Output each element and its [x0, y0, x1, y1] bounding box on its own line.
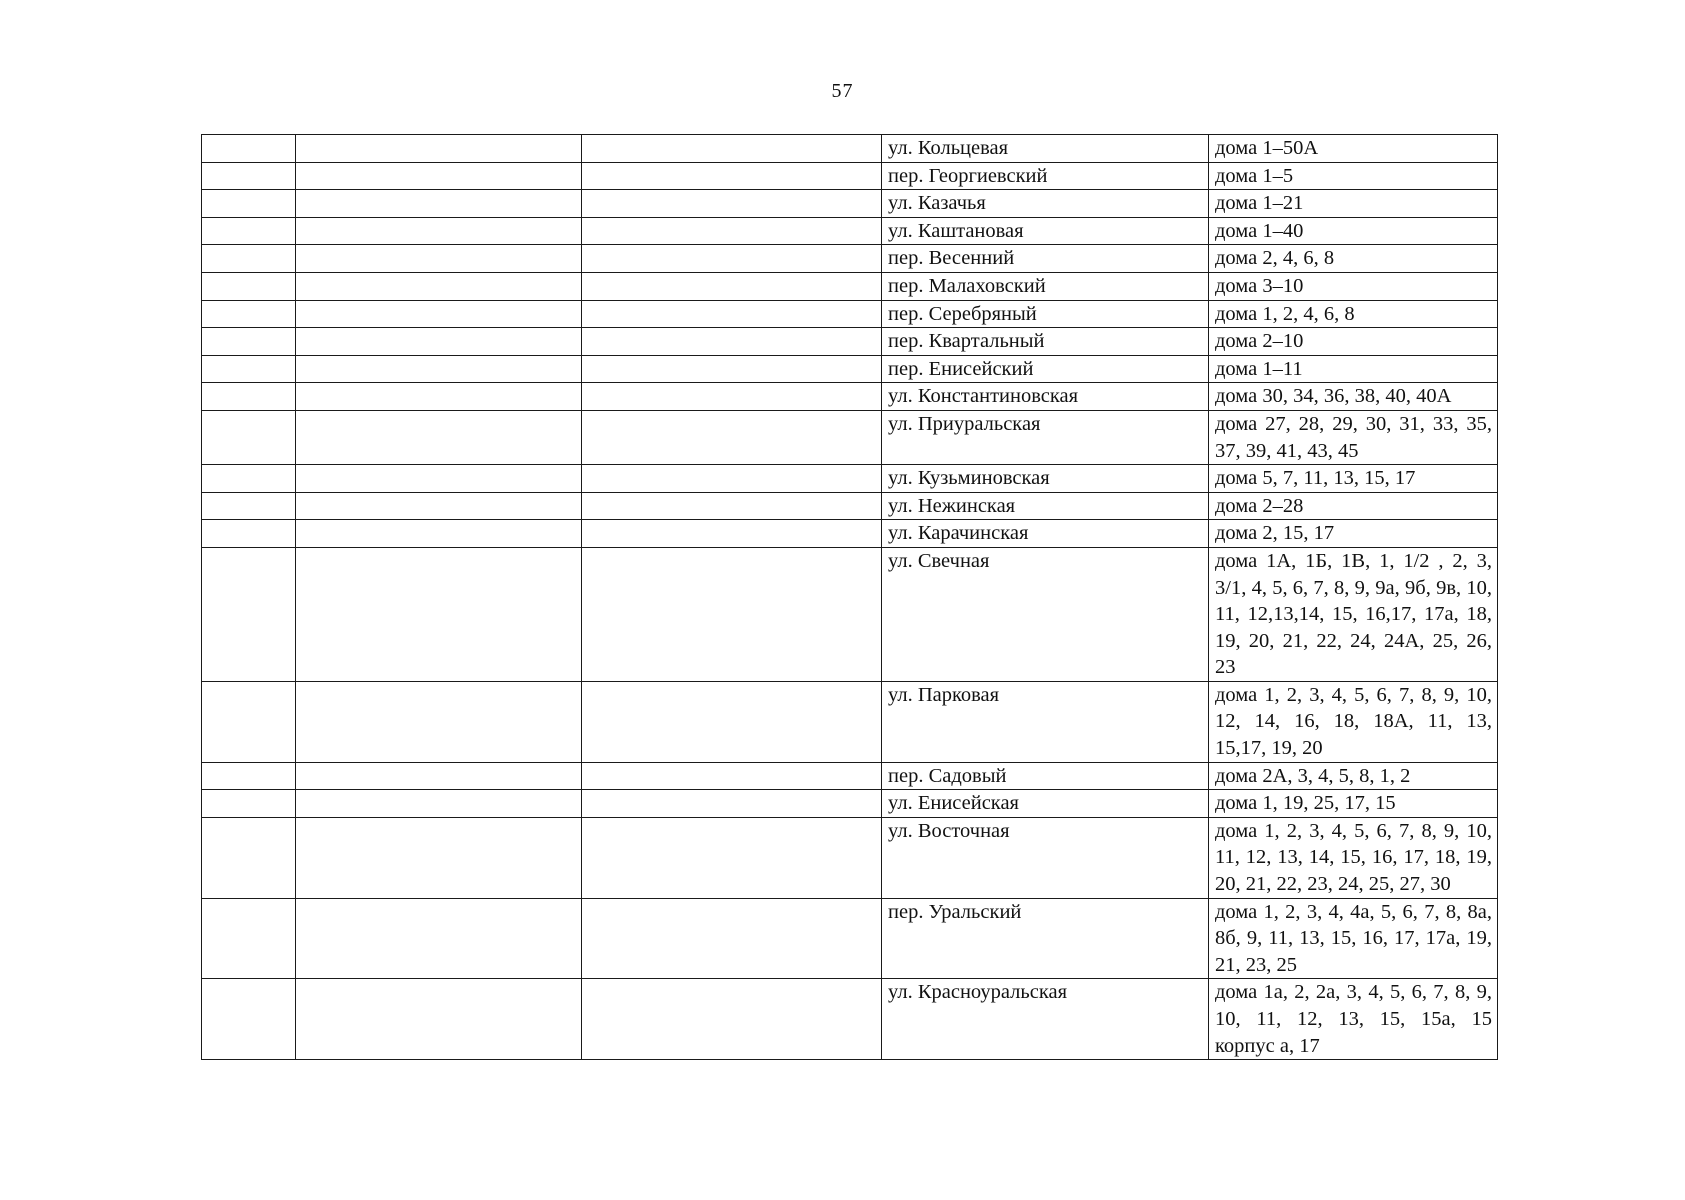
table-row — [202, 410, 1498, 464]
street-cell: ул. Приуральская — [882, 410, 1209, 464]
empty-cell — [582, 979, 882, 1060]
empty-cell — [582, 898, 882, 979]
empty-cell — [296, 355, 582, 383]
street-cell: ул. Красноуральская — [882, 979, 1209, 1060]
street-cell: ул. Восточная — [882, 817, 1209, 898]
street-cell: ул. Нежинская — [882, 492, 1209, 520]
empty-cell — [202, 547, 296, 681]
empty-cell — [296, 383, 582, 411]
empty-cell — [296, 272, 582, 300]
empty-cell — [202, 979, 296, 1060]
empty-cell — [582, 355, 882, 383]
empty-cell — [296, 410, 582, 464]
empty-cell — [296, 300, 582, 328]
table-row — [202, 245, 1498, 273]
street-cell: ул. Казачья — [882, 190, 1209, 218]
street-cell: ул. Кольцевая — [882, 135, 1209, 163]
houses-cell: дома 1, 2, 3, 4, 5, 6, 7, 8, 9, 10, 11, 12, 13, 14, 15, 16, 17, 18, 19, 20, 21, 22, 23, 24, 25, 27, 30 — [1209, 817, 1498, 898]
empty-cell — [582, 272, 882, 300]
empty-cell — [296, 245, 582, 273]
houses-cell: дома 30, 34, 36, 38, 40, 40А — [1209, 383, 1498, 411]
empty-cell — [582, 300, 882, 328]
street-cell: пер. Квартальный — [882, 328, 1209, 356]
table-row — [202, 328, 1498, 356]
table-row — [202, 135, 1498, 163]
houses-cell: дома 1–5 — [1209, 162, 1498, 190]
empty-cell — [202, 328, 296, 356]
empty-cell — [296, 162, 582, 190]
houses-cell: дома 2–10 — [1209, 328, 1498, 356]
empty-cell — [582, 762, 882, 790]
address-table — [201, 134, 1498, 1060]
street-cell: ул. Каштановая — [882, 217, 1209, 245]
empty-cell — [296, 328, 582, 356]
empty-cell — [202, 762, 296, 790]
street-cell: ул. Свечная — [882, 547, 1209, 681]
table-row — [202, 162, 1498, 190]
empty-cell — [582, 135, 882, 163]
empty-cell — [202, 217, 296, 245]
houses-cell: дома 1–11 — [1209, 355, 1498, 383]
empty-cell — [296, 681, 582, 762]
empty-cell — [582, 245, 882, 273]
empty-cell — [202, 898, 296, 979]
empty-cell — [296, 135, 582, 163]
empty-cell — [202, 190, 296, 218]
houses-cell: дома 2, 15, 17 — [1209, 520, 1498, 548]
empty-cell — [202, 410, 296, 464]
houses-cell: дома 27, 28, 29, 30, 31, 33, 35, 37, 39, 41, 43, 45 — [1209, 410, 1498, 464]
table-row — [202, 681, 1498, 762]
empty-cell — [202, 245, 296, 273]
table-row — [202, 547, 1498, 681]
table-row — [202, 217, 1498, 245]
empty-cell — [202, 465, 296, 493]
table-row — [202, 817, 1498, 898]
empty-cell — [582, 681, 882, 762]
empty-cell — [202, 300, 296, 328]
empty-cell — [582, 790, 882, 818]
empty-cell — [202, 492, 296, 520]
empty-cell — [202, 135, 296, 163]
houses-cell: дома 2, 4, 6, 8 — [1209, 245, 1498, 273]
empty-cell — [296, 898, 582, 979]
houses-cell: дома 1А, 1Б, 1В, 1, 1/2 , 2, 3, 3/1, 4, 5, 6, 7, 8, 9, 9а, 9б, 9в, 10, 11, 12,13,14, 15, 16,17, 17а, 18, 19, 20, 21, 22, 24, 24А, 25, 26, 23 — [1209, 547, 1498, 681]
table-row — [202, 383, 1498, 411]
empty-cell — [202, 817, 296, 898]
empty-cell — [582, 520, 882, 548]
houses-cell: дома 1а, 2, 2а, 3, 4, 5, 6, 7, 8, 9, 10, 11, 12, 13, 15, 15а, 15 корпус а, 17 — [1209, 979, 1498, 1060]
table-row — [202, 762, 1498, 790]
street-cell: ул. Кузьминовская — [882, 465, 1209, 493]
empty-cell — [202, 355, 296, 383]
houses-cell: дома 5, 7, 11, 13, 15, 17 — [1209, 465, 1498, 493]
houses-cell: дома 1, 2, 3, 4, 5, 6, 7, 8, 9, 10, 12, 14, 16, 18, 18А, 11, 13, 15,17, 19, 20 — [1209, 681, 1498, 762]
empty-cell — [582, 465, 882, 493]
empty-cell — [202, 383, 296, 411]
empty-cell — [296, 190, 582, 218]
street-cell: пер. Садовый — [882, 762, 1209, 790]
table-row — [202, 898, 1498, 979]
empty-cell — [296, 520, 582, 548]
empty-cell — [582, 383, 882, 411]
houses-cell: дома 1, 19, 25, 17, 15 — [1209, 790, 1498, 818]
street-cell: пер. Георгиевский — [882, 162, 1209, 190]
empty-cell — [582, 190, 882, 218]
street-cell: ул. Парковая — [882, 681, 1209, 762]
empty-cell — [296, 465, 582, 493]
page-number: 57 — [831, 80, 854, 102]
houses-cell: дома 1, 2, 4, 6, 8 — [1209, 300, 1498, 328]
table-row — [202, 492, 1498, 520]
empty-cell — [296, 979, 582, 1060]
table-row — [202, 300, 1498, 328]
empty-cell — [296, 547, 582, 681]
table-row — [202, 355, 1498, 383]
street-cell: ул. Константиновская — [882, 383, 1209, 411]
empty-cell — [202, 520, 296, 548]
houses-cell: дома 1–50А — [1209, 135, 1498, 163]
street-cell: пер. Серебряный — [882, 300, 1209, 328]
houses-cell: дома 1–40 — [1209, 217, 1498, 245]
empty-cell — [296, 492, 582, 520]
table-row — [202, 520, 1498, 548]
empty-cell — [296, 817, 582, 898]
empty-cell — [582, 162, 882, 190]
empty-cell — [582, 817, 882, 898]
table-row — [202, 979, 1498, 1060]
address-table-body — [202, 135, 1498, 1060]
empty-cell — [296, 762, 582, 790]
empty-cell — [296, 217, 582, 245]
houses-cell: дома 2А, 3, 4, 5, 8, 1, 2 — [1209, 762, 1498, 790]
empty-cell — [202, 162, 296, 190]
street-cell: пер. Малаховский — [882, 272, 1209, 300]
houses-cell: дома 1, 2, 3, 4, 4а, 5, 6, 7, 8, 8а, 8б, 9, 11, 13, 15, 16, 17, 17а, 19, 21, 23, 25 — [1209, 898, 1498, 979]
empty-cell — [582, 492, 882, 520]
table-row — [202, 465, 1498, 493]
table-row — [202, 790, 1498, 818]
street-cell: пер. Весенний — [882, 245, 1209, 273]
empty-cell — [582, 217, 882, 245]
empty-cell — [582, 410, 882, 464]
street-cell: пер. Уральский — [882, 898, 1209, 979]
street-cell: пер. Енисейский — [882, 355, 1209, 383]
empty-cell — [296, 790, 582, 818]
houses-cell: дома 3–10 — [1209, 272, 1498, 300]
houses-cell: дома 2–28 — [1209, 492, 1498, 520]
street-cell: ул. Енисейская — [882, 790, 1209, 818]
empty-cell — [582, 547, 882, 681]
empty-cell — [202, 681, 296, 762]
empty-cell — [582, 328, 882, 356]
empty-cell — [202, 790, 296, 818]
table-row — [202, 190, 1498, 218]
street-cell: ул. Карачинская — [882, 520, 1209, 548]
empty-cell — [202, 272, 296, 300]
table-row — [202, 272, 1498, 300]
houses-cell: дома 1–21 — [1209, 190, 1498, 218]
